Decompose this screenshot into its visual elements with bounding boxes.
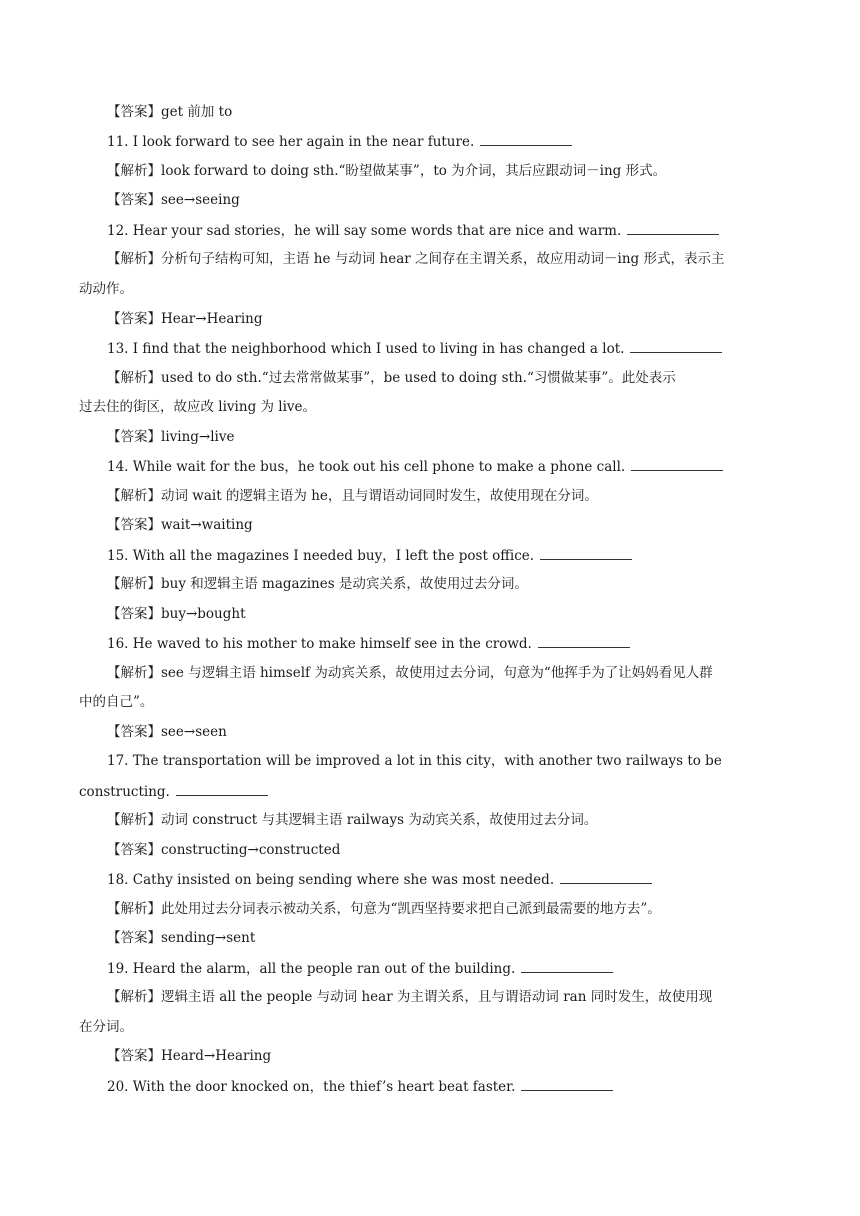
line-text: 【答案】Heard→Hearing	[107, 1048, 272, 1064]
line-text: constructing.	[79, 784, 170, 800]
text-line	[0, 132, 860, 151]
text-line	[0, 280, 860, 298]
text-line	[0, 693, 860, 711]
line-text: 【答案】get 前加 to	[107, 104, 233, 120]
text-line	[0, 870, 860, 889]
text-line	[0, 310, 860, 328]
text-line	[0, 546, 860, 565]
line-text: 16. He waved to his mother to make himself see in the crowd.	[107, 636, 532, 652]
text-line	[0, 457, 860, 476]
line-text: 【解析】分析句子结构可知，主语 he 与动词 hear 之间存在主谓关系，故应用动词－ing 形式，表示主	[107, 251, 725, 267]
line-text: 【解析】buy 和逻辑主语 magazines 是动宾关系，故使用过去分词。	[107, 576, 528, 592]
line-text: 在分词。	[79, 1019, 133, 1035]
text-line	[0, 162, 860, 180]
text-line	[0, 369, 860, 387]
text-line	[0, 428, 860, 446]
line-text: 【答案】sending→sent	[107, 930, 256, 946]
line-text: 【解析】此处用过去分词表示被动关系，句意为“凯西坚持要求把自己派到最需要的地方去”。	[107, 901, 661, 917]
text-line	[0, 339, 860, 358]
line-text: 【答案】see→seeing	[107, 192, 240, 208]
line-text: 动动作。	[79, 281, 133, 297]
line-text: 【解析】逻辑主语 all the people 与动词 hear 为主谓关系，且与谓语动词 ran 同时发生，故使用现	[107, 989, 713, 1005]
text-line	[0, 487, 860, 505]
text-line	[0, 664, 860, 682]
line-text: 【解析】look forward to doing sth.“盼望做某事”，to 为介词，其后应跟动词－ing 形式。	[107, 163, 667, 179]
line-text: 【答案】buy→bought	[107, 606, 246, 622]
answer-blank	[540, 546, 632, 560]
text-line	[0, 959, 860, 978]
answer-blank	[560, 870, 652, 884]
text-line	[0, 605, 860, 623]
text-line	[0, 103, 860, 121]
answer-blank	[630, 339, 722, 353]
text-line	[0, 191, 860, 209]
text-line	[0, 752, 860, 770]
answer-blank	[176, 782, 268, 796]
line-text: 【答案】see→seen	[107, 724, 227, 740]
line-text: 【答案】constructing→constructed	[107, 842, 341, 858]
answer-blank	[521, 959, 613, 973]
text-line	[0, 782, 860, 801]
line-text: 14. While wait for the bus，he took out his cell phone to make a phone call.	[107, 459, 626, 475]
text-line	[0, 1047, 860, 1065]
line-text: 18. Cathy insisted on being sending where she was most needed.	[107, 872, 555, 888]
text-line	[0, 1018, 860, 1036]
line-text: 【答案】Hear→Hearing	[107, 311, 263, 327]
answer-blank	[521, 1077, 613, 1091]
line-text: 【答案】living→live	[107, 429, 235, 445]
text-line	[0, 634, 860, 653]
line-text: 中的自己”。	[79, 694, 154, 710]
line-text: 【解析】动词 wait 的逻辑主语为 he，且与谓语动词同时发生，故使用现在分词。	[107, 488, 598, 504]
answer-blank	[538, 634, 630, 648]
line-text: 13. I find that the neighborhood which I used to living in has changed a lot.	[107, 341, 625, 357]
answer-blank	[631, 457, 723, 471]
line-text: 11. I look forward to see her again in the near future.	[107, 134, 475, 150]
line-text: 【答案】wait→waiting	[107, 517, 253, 533]
line-text: 19. Heard the alarm，all the people ran out of the building.	[107, 961, 516, 977]
text-line	[0, 516, 860, 534]
text-line	[0, 723, 860, 741]
line-text: 【解析】动词 construct 与其逻辑主语 railways 为动宾关系，故使用过去分词。	[107, 812, 598, 828]
line-text: 12. Hear your sad stories，he will say some words that are nice and warm.	[107, 223, 622, 239]
text-line	[0, 1077, 860, 1096]
text-line	[0, 398, 860, 416]
answer-blank	[627, 221, 719, 235]
line-text: 17. The transportation will be improved a lot in this city，with another two railways to be	[107, 753, 722, 769]
line-text: 【解析】used to do sth.“过去常常做某事”，be used to doing sth.“习惯做某事”。此处表示	[107, 370, 676, 386]
text-line	[0, 221, 860, 240]
text-line	[0, 811, 860, 829]
text-line	[0, 250, 860, 268]
text-line	[0, 575, 860, 593]
line-text: 【解析】see 与逻辑主语 himself 为动宾关系，故使用过去分词，句意为“他挥手为了让妈妈看见人群	[107, 665, 713, 681]
text-line	[0, 900, 860, 918]
text-line	[0, 929, 860, 947]
line-text: 20. With the door knocked on，the thief’s heart beat faster.	[107, 1079, 516, 1095]
line-text: 15. With all the magazines I needed buy，I left the post office.	[107, 548, 535, 564]
line-text: 过去住的街区，故应改 living 为 live。	[79, 399, 317, 415]
text-line	[0, 988, 860, 1006]
text-line	[0, 841, 860, 859]
answer-blank	[480, 132, 572, 146]
